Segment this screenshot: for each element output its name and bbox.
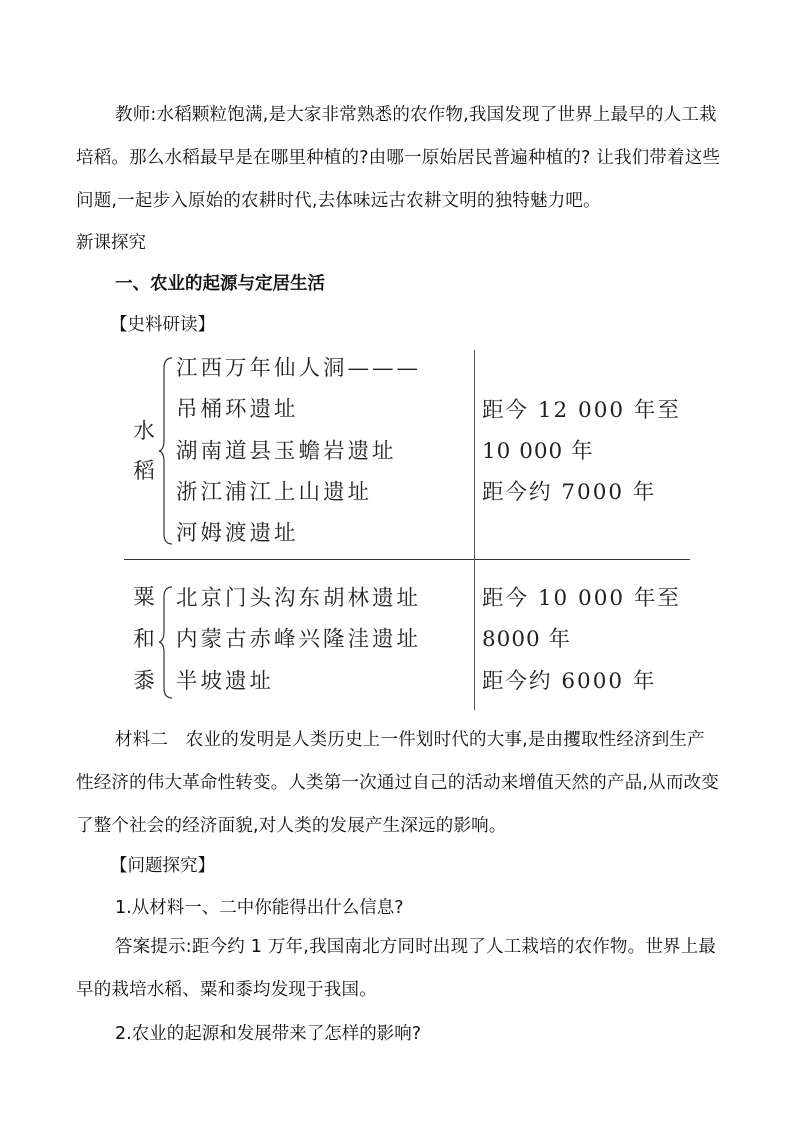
question-1: 1.从材料一、二中你能得出什么信息? xyxy=(115,898,404,918)
millet-date-3: 距今约 6000 年 xyxy=(482,669,657,694)
millet-site-1: 北京门头沟东胡林遗址 xyxy=(176,586,422,611)
question-label: 【问题探究】 xyxy=(110,856,215,876)
section-heading: 一、农业的起源与定居生活 xyxy=(115,274,325,294)
millet-crop-char-1: 粟 xyxy=(133,585,155,610)
millet-site-3: 半坡遗址 xyxy=(176,669,275,694)
rice-crop-char-2: 稻 xyxy=(133,459,155,484)
millet-brace xyxy=(158,585,178,700)
answer-1: 答案提示:距今约 1 万年,我国南北方同时出现了人工栽培的农作物。世界上最早的栽培水稻、粟和黍均发现于我国。 xyxy=(76,937,717,1000)
rice-date-2: 10 000 年 xyxy=(482,439,594,464)
material-two-paragraph: 材料二 农业的发明是人类历史上一件划时代的大事,是由攫取性经济到生产性经济的伟大革命性转变。人类第一次通过自己的活动来增值天然的产品,从而改变了整个社会的经济面貌,对人类的发展产生深远的影响。 xyxy=(76,730,719,836)
rice-date-1: 距今 12 000 年至 xyxy=(482,398,681,423)
material-label: 【史料研读】 xyxy=(110,315,215,335)
section-label: 新课探究 xyxy=(76,233,146,253)
millet-crop-char-3: 黍 xyxy=(133,669,155,694)
millet-crop-char-2: 和 xyxy=(133,627,155,652)
millet-date-2: 8000 年 xyxy=(482,627,572,652)
intro-paragraph: 教师:水稻颗粒饱满,是大家非常熟悉的农作物,我国发现了世界上最早的人工栽培稻。那么水稻最早是在哪里种植的?由哪一原始居民普遍种植的? 让我们带着这些问题,一起步入原始的农耕时代,去体味远古农耕文明的独特魅力吧。 xyxy=(76,105,721,211)
rice-brace xyxy=(158,356,178,546)
question-2: 2.农业的起源和发展带来了怎样的影响? xyxy=(115,1024,421,1044)
rice-site-3: 湖南道县玉蟾岩遗址 xyxy=(176,439,397,464)
millet-date-1: 距今 10 000 年至 xyxy=(482,586,681,611)
millet-site-2: 内蒙古赤峰兴隆洼遗址 xyxy=(176,627,422,652)
rice-site-2: 吊桶环遗址 xyxy=(176,397,299,422)
table-column-divider xyxy=(474,350,475,710)
rice-site-1: 江西万年仙人洞——— xyxy=(176,356,422,381)
rice-site-5: 河姆渡遗址 xyxy=(176,521,299,546)
rice-site-4: 浙江浦江上山遗址 xyxy=(176,480,373,505)
table-divider xyxy=(124,559,690,560)
rice-date-3: 距今约 7000 年 xyxy=(482,480,657,505)
rice-crop-char-1: 水 xyxy=(133,419,155,444)
